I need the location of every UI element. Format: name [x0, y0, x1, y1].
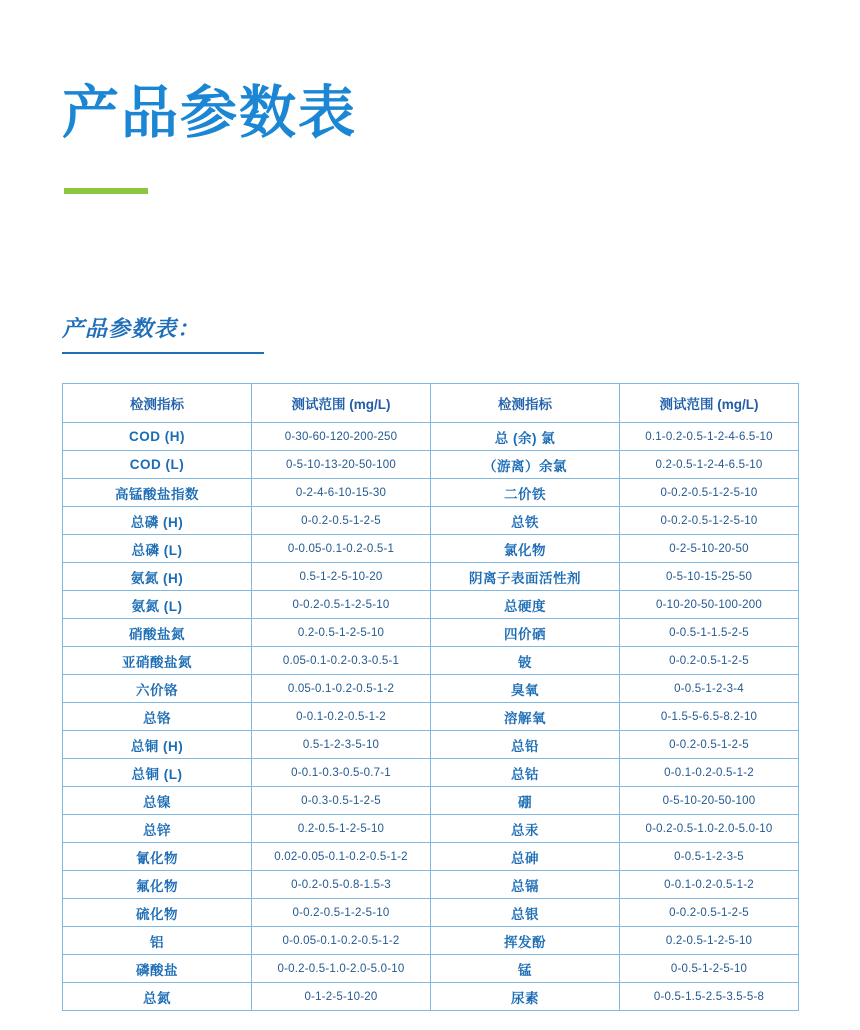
- indicator-name: 氨氮 (L): [63, 591, 252, 619]
- table-row: [63, 591, 799, 619]
- indicator-range: 0-1.5-5-6.5-8.2-10: [620, 703, 799, 731]
- table-row: [63, 955, 799, 983]
- indicator-name: 总铜 (L): [63, 759, 252, 787]
- indicator-range: 0-0.2-0.5-1-2-5: [620, 899, 799, 927]
- table-row: [63, 675, 799, 703]
- indicator-range: 0-5-10-15-25-50: [620, 563, 799, 591]
- table-row: [63, 983, 799, 1011]
- indicator-name: 氰化物: [63, 843, 252, 871]
- table-row: [63, 703, 799, 731]
- indicator-range: 0-0.05-0.1-0.2-0.5-1: [252, 535, 431, 563]
- indicator-range: 0-0.5-1-2-3-5: [620, 843, 799, 871]
- indicator-range: 0-10-20-50-100-200: [620, 591, 799, 619]
- indicator-range: 0.1-0.2-0.5-1-2-4-6.5-10: [620, 423, 799, 451]
- table-row: [63, 451, 799, 479]
- indicator-range: 0-0.3-0.5-1-2-5: [252, 787, 431, 815]
- indicator-name: 锰: [431, 955, 620, 983]
- indicator-name: 总钴: [431, 759, 620, 787]
- indicator-name: 阴离子表面活性剂: [431, 563, 620, 591]
- table-row: [63, 535, 799, 563]
- column-header-range-right: 测试范围 (mg/L): [620, 384, 799, 423]
- indicator-range: 0-2-5-10-20-50: [620, 535, 799, 563]
- indicator-name: 总铅: [431, 731, 620, 759]
- table-row: [63, 787, 799, 815]
- indicator-name: 硝酸盐氮: [63, 619, 252, 647]
- table-row: [63, 871, 799, 899]
- indicator-name: 总镍: [63, 787, 252, 815]
- parameter-table-wrapper: [62, 383, 798, 1011]
- indicator-name: 臭氧: [431, 675, 620, 703]
- indicator-name: 六价铬: [63, 675, 252, 703]
- indicator-range: 0-0.2-0.5-1-2-5: [620, 647, 799, 675]
- table-row: [63, 731, 799, 759]
- indicator-range: 0-0.2-0.5-1-2-5: [252, 507, 431, 535]
- indicator-name: 总磷 (L): [63, 535, 252, 563]
- table-row: [63, 759, 799, 787]
- column-header-indicator-left: 检测指标: [63, 384, 252, 423]
- indicator-name: COD (H): [63, 423, 252, 451]
- indicator-range: 0-0.2-0.5-1-2-5-10: [252, 899, 431, 927]
- indicator-range: 0-0.2-0.5-1.0-2.0-5.0-10: [252, 955, 431, 983]
- indicator-name: 总磷 (H): [63, 507, 252, 535]
- indicator-name: （游离）余氯: [431, 451, 620, 479]
- table-row: [63, 647, 799, 675]
- indicator-range: 0-0.5-1-1.5-2-5: [620, 619, 799, 647]
- table-row: [63, 815, 799, 843]
- parameter-table: [62, 383, 799, 1011]
- indicator-name: 总铬: [63, 703, 252, 731]
- indicator-range: 0.5-1-2-3-5-10: [252, 731, 431, 759]
- indicator-range: 0-0.5-1-2-5-10: [620, 955, 799, 983]
- indicator-name: 总铜 (H): [63, 731, 252, 759]
- table-row: [63, 899, 799, 927]
- indicator-name: 总 (余) 氯: [431, 423, 620, 451]
- indicator-name: 总氮: [63, 983, 252, 1011]
- indicator-range: 0-0.2-0.5-1-2-5: [620, 731, 799, 759]
- indicator-name: 铝: [63, 927, 252, 955]
- indicator-name: COD (L): [63, 451, 252, 479]
- indicator-range: 0.2-0.5-1-2-5-10: [252, 619, 431, 647]
- indicator-range: 0-0.1-0.2-0.5-1-2: [620, 871, 799, 899]
- indicator-name: 高锰酸盐指数: [63, 479, 252, 507]
- indicator-name: 挥发酚: [431, 927, 620, 955]
- indicator-name: 铍: [431, 647, 620, 675]
- indicator-name: 溶解氧: [431, 703, 620, 731]
- indicator-range: 0.05-0.1-0.2-0.3-0.5-1: [252, 647, 431, 675]
- section-title: 产品参数表：: [62, 316, 201, 341]
- indicator-name: 硼: [431, 787, 620, 815]
- table-row: [63, 507, 799, 535]
- indicator-range: 0-0.05-0.1-0.2-0.5-1-2: [252, 927, 431, 955]
- indicator-name: 二价铁: [431, 479, 620, 507]
- table-row: [63, 927, 799, 955]
- indicator-name: 氨氮 (H): [63, 563, 252, 591]
- title-underline-accent: [64, 188, 148, 194]
- indicator-name: 总汞: [431, 815, 620, 843]
- table-row: [63, 479, 799, 507]
- table-row: [63, 423, 799, 451]
- indicator-range: 0-1-2-5-10-20: [252, 983, 431, 1011]
- indicator-range: 0-30-60-120-200-250: [252, 423, 431, 451]
- indicator-range: 0.05-0.1-0.2-0.5-1-2: [252, 675, 431, 703]
- table-row: [63, 563, 799, 591]
- indicator-range: 0-0.2-0.5-1-2-5-10: [620, 507, 799, 535]
- indicator-name: 氯化物: [431, 535, 620, 563]
- indicator-name: 总锌: [63, 815, 252, 843]
- indicator-range: 0.2-0.5-1-2-4-6.5-10: [620, 451, 799, 479]
- table-row: [63, 619, 799, 647]
- page-title: 产品参数表: [62, 81, 357, 145]
- indicator-name: 尿素: [431, 983, 620, 1011]
- indicator-name: 总银: [431, 899, 620, 927]
- indicator-name: 总铁: [431, 507, 620, 535]
- indicator-name: 总砷: [431, 843, 620, 871]
- indicator-range: 0-0.1-0.2-0.5-1-2: [620, 759, 799, 787]
- indicator-name: 氟化物: [63, 871, 252, 899]
- indicator-range: 0-2-4-6-10-15-30: [252, 479, 431, 507]
- indicator-range: 0.2-0.5-1-2-5-10: [620, 927, 799, 955]
- indicator-range: 0-0.5-1-2-3-4: [620, 675, 799, 703]
- indicator-range: 0-0.1-0.3-0.5-0.7-1: [252, 759, 431, 787]
- indicator-name: 硫化物: [63, 899, 252, 927]
- indicator-range: 0.2-0.5-1-2-5-10: [252, 815, 431, 843]
- section-underline: [62, 352, 264, 354]
- indicator-range: 0-0.1-0.2-0.5-1-2: [252, 703, 431, 731]
- table-body: [63, 423, 799, 1011]
- table-row: [63, 843, 799, 871]
- indicator-range: 0.5-1-2-5-10-20: [252, 563, 431, 591]
- indicator-range: 0-5-10-13-20-50-100: [252, 451, 431, 479]
- table-header-row: [63, 384, 799, 423]
- indicator-name: 亚硝酸盐氮: [63, 647, 252, 675]
- column-header-indicator-right: 检测指标: [431, 384, 620, 423]
- indicator-range: 0-0.5-1.5-2.5-3.5-5-8: [620, 983, 799, 1011]
- indicator-range: 0-0.2-0.5-0.8-1.5-3: [252, 871, 431, 899]
- indicator-name: 总镉: [431, 871, 620, 899]
- indicator-name: 总硬度: [431, 591, 620, 619]
- indicator-range: 0.02-0.05-0.1-0.2-0.5-1-2: [252, 843, 431, 871]
- indicator-name: 四价硒: [431, 619, 620, 647]
- indicator-range: 0-0.2-0.5-1.0-2.0-5.0-10: [620, 815, 799, 843]
- indicator-range: 0-0.2-0.5-1-2-5-10: [252, 591, 431, 619]
- indicator-name: 磷酸盐: [63, 955, 252, 983]
- indicator-range: 0-5-10-20-50-100: [620, 787, 799, 815]
- indicator-range: 0-0.2-0.5-1-2-5-10: [620, 479, 799, 507]
- column-header-range-left: 测试范围 (mg/L): [252, 384, 431, 423]
- table-head: [63, 384, 799, 423]
